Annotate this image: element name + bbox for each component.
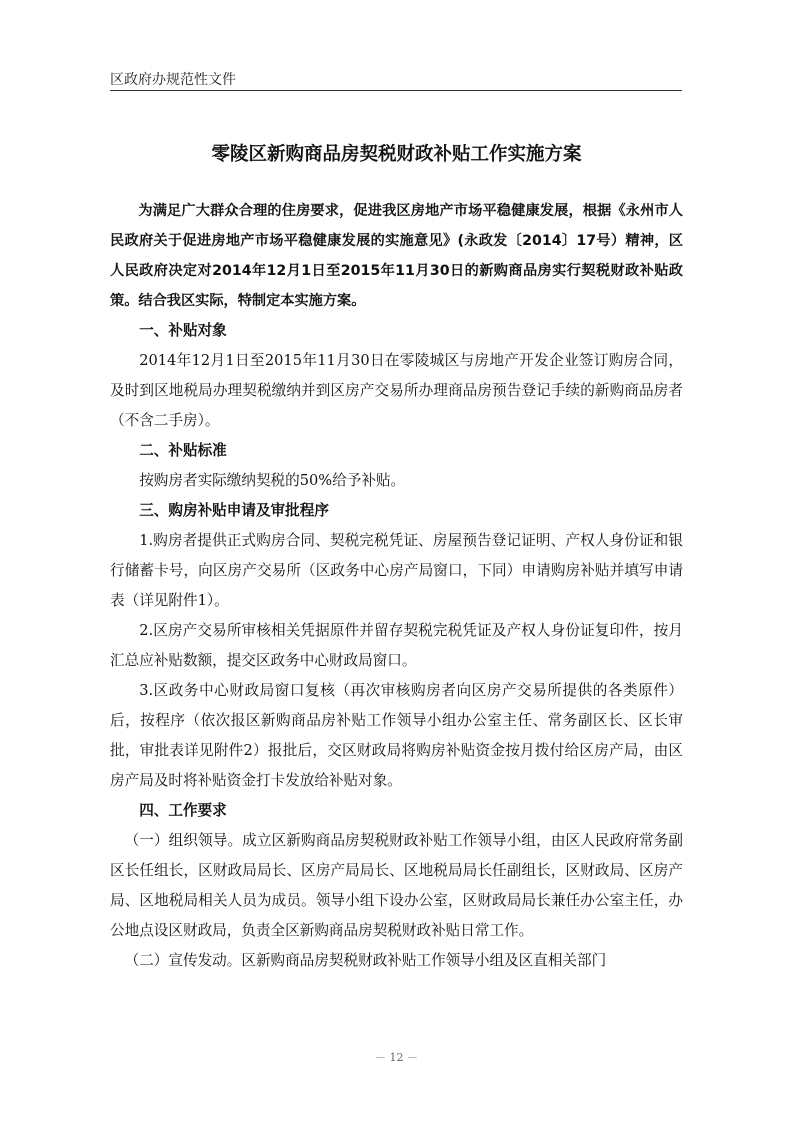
body-paragraph: （二）宣传发动。区新购商品房契税财政补贴工作领导小组及区直相关部门 bbox=[124, 952, 607, 969]
section-heading-3: 三、购房补贴申请及审批程序 bbox=[139, 502, 329, 519]
body-paragraph: 1.购房者提供正式购房合同、契税完税凭证、房屋预告登记证明、产权人身份证和银行储蓄卡号，向区房产交易所（区政务中心房产局窗口，下同）申请购房补贴并填写申请表（详见附件1）。 bbox=[110, 532, 683, 609]
page-number: － 12 － bbox=[375, 1051, 418, 1064]
document-body bbox=[110, 196, 683, 976]
section-heading-4: 四、工作要求 bbox=[139, 802, 227, 819]
body-paragraph: 3.区政务中心财政局窗口复核（再次审核购房者向区房产交易所提供的各类原件）后，按程序（依次报区新购商品房补贴工作领导小组办公室主任、常务副区长、区长审批，审批表详见附件2）报批后，交区财政局将购房补贴资金按月拨付给区房产局，由区房产局及时将补贴资金打卡发放给补贴对象。 bbox=[110, 682, 683, 789]
body-paragraph: 按购房者实际缴纳契税的50%给予补贴。 bbox=[139, 472, 406, 489]
header-rule bbox=[110, 90, 682, 91]
body-paragraph: 2014年12月1日至2015年11月30日在零陵城区与房地产开发企业签订购房合同，及时到区地税局办理契税缴纳并到区房产交易所办理商品房预告登记手续的新购商品房者（不含二手房）。 bbox=[110, 352, 683, 429]
section-heading-1: 一、补贴对象 bbox=[139, 322, 227, 339]
running-header: 区政府办规范性文件 bbox=[110, 72, 236, 88]
body-paragraph: 2.区房产交易所审核相关凭据原件并留存契税完税凭证及产权人身份证复印件，按月汇总应补贴数额，提交区政务中心财政局窗口。 bbox=[110, 622, 683, 669]
document-title: 零陵区新购商品房契税财政补贴工作实施方案 bbox=[211, 144, 582, 165]
intro-paragraph: 为满足广大群众合理的住房要求，促进我区房地产市场平稳健康发展，根据《永州市人民政府关于促进房地产市场平稳健康发展的实施意见》(永政发〔2014〕17号）精神，区人民政府决定对2014年12月1日至2015年11月30日的新购商品房实行契税财政补贴政策。结合我区实际，特制定本实施方案。 bbox=[110, 203, 683, 309]
section-heading-2: 二、补贴标准 bbox=[139, 442, 227, 459]
body-paragraph: （一）组织领导。成立区新购商品房契税财政补贴工作领导小组，由区人民政府常务副区长任组长，区财政局局长、区房产局局长、区地税局局长任副组长，区财政局、区房产局、区地税局相关人员为成员。领导小组下设办公室，区财政局局长兼任办公室主任，办公地点设区财政局，负责全区新购商品房契税财政补贴日常工作。 bbox=[110, 832, 683, 939]
